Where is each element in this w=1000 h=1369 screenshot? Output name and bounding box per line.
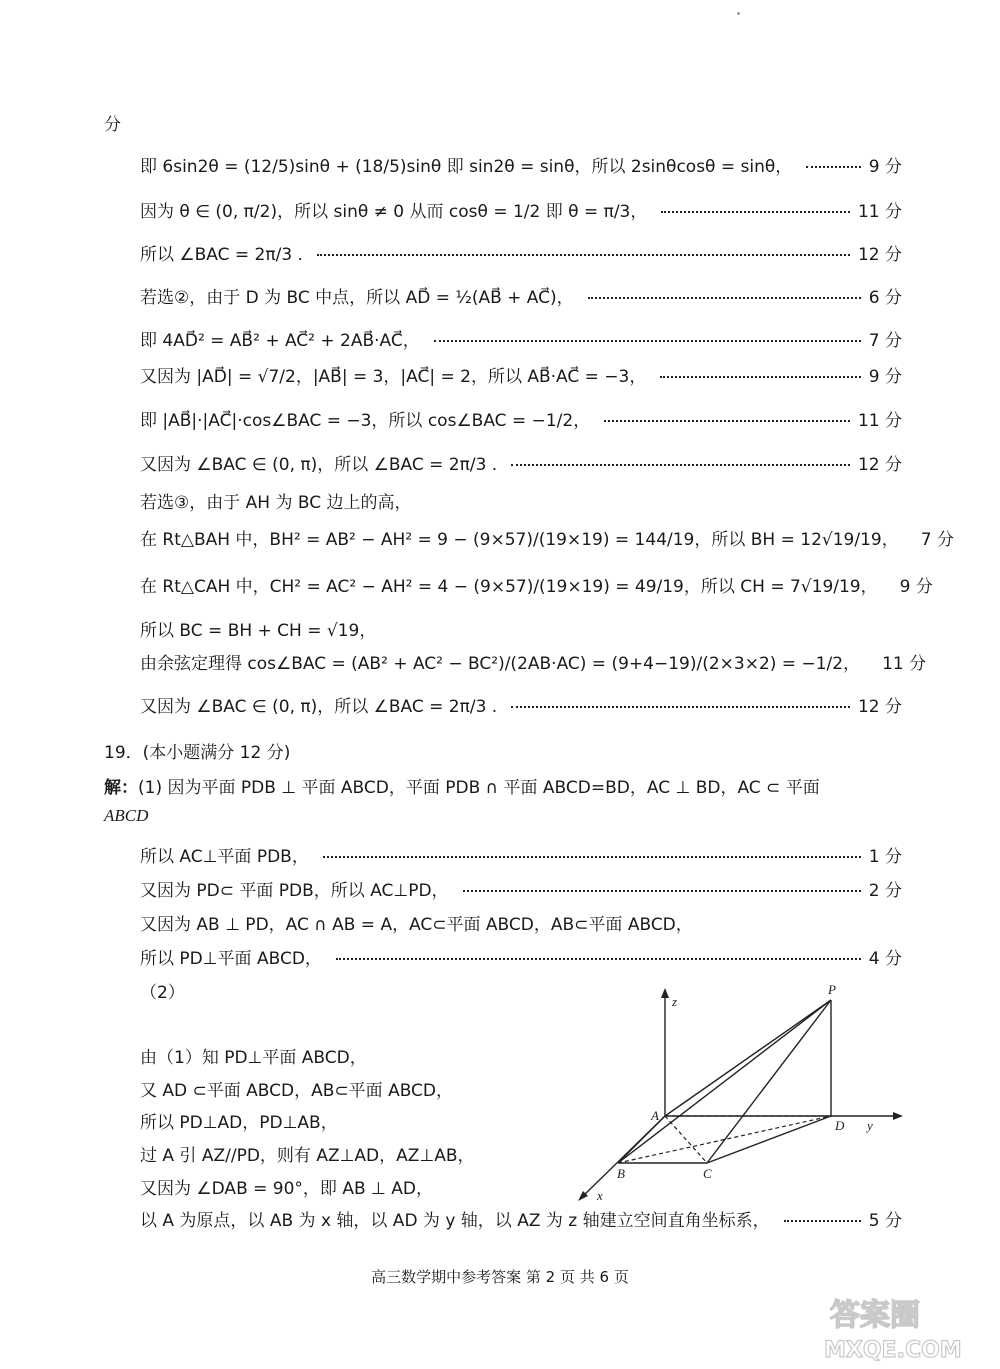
last-line-score: 5 分 (868, 1210, 902, 1231)
solution-line-6 (140, 402, 902, 434)
line-score: 12 分 (857, 696, 902, 717)
line-text: 所以 BC = BH + CH = √19， (140, 620, 377, 641)
dot-leader (784, 1220, 861, 1222)
part2-label: （2） (140, 983, 185, 1003)
line-text: 所以 ∠BAC = 2π/3 . (140, 244, 303, 265)
part2-line: 所以 PD⊥AD，PD⊥AB， (140, 1113, 338, 1133)
dot-leader (323, 856, 861, 858)
watermark-text: MXQE.COM (824, 1338, 962, 1363)
dot-leader (661, 211, 850, 213)
label-x: x (597, 1188, 603, 1203)
line-score: 4 分 (868, 948, 902, 969)
label-B: B (617, 1166, 625, 1181)
line-score: 6 分 (868, 287, 902, 308)
corner-dot (737, 12, 740, 15)
line-score: 2 分 (868, 880, 902, 901)
line-score: 7 分 (868, 330, 902, 351)
line-score: 12 分 (857, 454, 902, 475)
label-A: A (651, 1108, 659, 1123)
q19-heading: 19．(本小题满分 12 分) (104, 743, 291, 763)
dot-leader (660, 376, 860, 378)
solution-line-2 (140, 236, 902, 268)
dot-leader (317, 254, 850, 256)
solution-line-9 (140, 521, 954, 553)
top-fragment: 分 (104, 115, 121, 135)
label-z: z (672, 994, 678, 1009)
q19-part1-line (104, 773, 820, 798)
line-text: 若选②，由于 D 为 BC 中点，所以 AD⃗ = ½(AB⃗ + AC⃗)， (140, 287, 574, 308)
line-text: 若选③，由于 AH 为 BC 边上的高， (140, 492, 412, 513)
line-text: 又因为 PD⊂ 平面 PDB，所以 AC⊥PD， (140, 880, 449, 901)
line-text: 所以 AC⊥平面 PDB， (140, 846, 309, 867)
dot-leader (434, 340, 861, 342)
watermark (810, 1285, 995, 1365)
page-footer: 高三数学期中参考答案 第 2 页 共 6 页 (371, 1268, 629, 1286)
line-score: 9 分 (868, 366, 902, 387)
dot-leader (511, 464, 850, 466)
line-text: 又因为 ∠BAC ∈ (0, π)，所以 ∠BAC = 2π/3 . (140, 454, 498, 475)
solution-label: 解： (104, 778, 138, 798)
line-text: 即 6sin2θ = (12/5)sinθ + (18/5)sinθ 即 sin2θ = sinθ，所以 2sinθcosθ = sinθ， (140, 156, 793, 177)
y-arrow (893, 1112, 903, 1120)
line-text: 在 Rt△BAH 中，BH² = AB² − AH² = 9 − (9×57)/(19×19) = 144/19，所以 BH = 12√19/19， (140, 529, 899, 550)
line-score: 11 分 (857, 410, 902, 431)
solution-line-4 (140, 322, 902, 354)
dot-leader (463, 890, 861, 892)
solution-line-step-3 (140, 940, 902, 972)
line-score: 12 分 (857, 244, 902, 265)
line-text: 在 Rt△CAH 中，CH² = AC² − AH² = 4 − (9×57)/(19×19) = 49/19，所以 CH = 7√19/19， (140, 576, 878, 597)
line-score: 11 分 (882, 653, 927, 674)
dot-leader (511, 706, 850, 708)
line-text: 所以 PD⊥平面 ABCD， (140, 948, 322, 969)
dot-leader (806, 166, 861, 168)
dot-leader (604, 420, 850, 422)
solution-line-step-2 (140, 906, 902, 938)
solution-line-5 (140, 358, 902, 390)
coordinate-figure (575, 980, 905, 1205)
line-text: 由余弦定理得 cos∠BAC = (AB² + AC² − BC²)/(2AB·AC) = (9+4−19)/(2×3×2) = −1/2， (140, 653, 861, 674)
line-text: 即 4AD⃗² = AB⃗² + AC⃗² + 2AB⃗·AC⃗， (140, 330, 420, 351)
part2-line: 由（1）知 PD⊥平面 ABCD， (140, 1048, 367, 1068)
part1-continuation: ABCD (104, 806, 149, 825)
last-line-text: 以 A 为原点，以 AB 为 x 轴，以 AD 为 y 轴，以 AZ 为 z 轴建立空间直角坐标系， (140, 1210, 770, 1231)
solution-line-step-1 (140, 872, 902, 904)
solution-line-step-0 (140, 838, 902, 870)
part2-line: 又因为 ∠DAB = 90°，即 AB ⊥ AD， (140, 1179, 433, 1199)
label-D: D (835, 1118, 845, 1133)
label-P: P (828, 982, 836, 997)
solution-line-10 (140, 568, 933, 600)
solution-line-0 (140, 148, 902, 180)
line-score: 1 分 (868, 846, 902, 867)
dot-leader (588, 297, 861, 299)
edge-AC-dashed (665, 1116, 707, 1163)
svg-text:答案圈: 答案圈 (830, 1298, 920, 1333)
line-text: 又因为 ∠BAC ∈ (0, π)，所以 ∠BAC = 2π/3 . (140, 696, 498, 717)
part2-line: 又 AD ⊂平面 ABCD，AB⊂平面 ABCD， (140, 1081, 454, 1101)
solution-line-8 (140, 484, 902, 516)
solution-line-11 (140, 612, 902, 644)
edge-AB (618, 1116, 665, 1163)
solution-line-1 (140, 193, 902, 225)
line-text: 因为 θ ∈ (0, π/2)，所以 sinθ ≠ 0 从而 cosθ = 1/2 即 θ = π/3， (140, 201, 648, 222)
line-score: 9 分 (868, 156, 902, 177)
dot-leader (336, 958, 861, 960)
line-text: 即 |AB⃗|·|AC⃗|·cos∠BAC = −3，所以 cos∠BAC = −1/2， (140, 410, 591, 431)
part1-text: (1) 因为平面 PDB ⊥ 平面 ABCD，平面 PDB ∩ 平面 ABCD=BD，AC ⊥ BD，AC ⊂ 平面 (138, 778, 820, 798)
line-text: 又因为 |AD⃗| = √7/2，|AB⃗| = 3，|AC⃗| = 2，所以 AB⃗·AC⃗ = −3， (140, 366, 647, 387)
solution-line-12 (140, 645, 927, 677)
line-score: 9 分 (899, 576, 933, 597)
last-line (140, 1202, 902, 1234)
label-C: C (703, 1166, 712, 1181)
line-score: 11 分 (857, 201, 902, 222)
part2-line: 过 A 引 AZ//PD，则有 AZ⊥AD，AZ⊥AB， (140, 1146, 475, 1166)
solution-line-3 (140, 279, 902, 311)
line-score: 7 分 (920, 529, 954, 550)
label-y: y (867, 1118, 873, 1133)
solution-line-7 (140, 446, 902, 478)
solution-line-13 (140, 688, 902, 720)
edge-PB (618, 1000, 831, 1163)
edge-PA (665, 1000, 831, 1116)
line-text: 又因为 AB ⊥ PD，AC ∩ AB = A，AC⊂平面 ABCD，AB⊂平面 ABCD， (140, 914, 693, 935)
z-arrow (661, 988, 669, 998)
